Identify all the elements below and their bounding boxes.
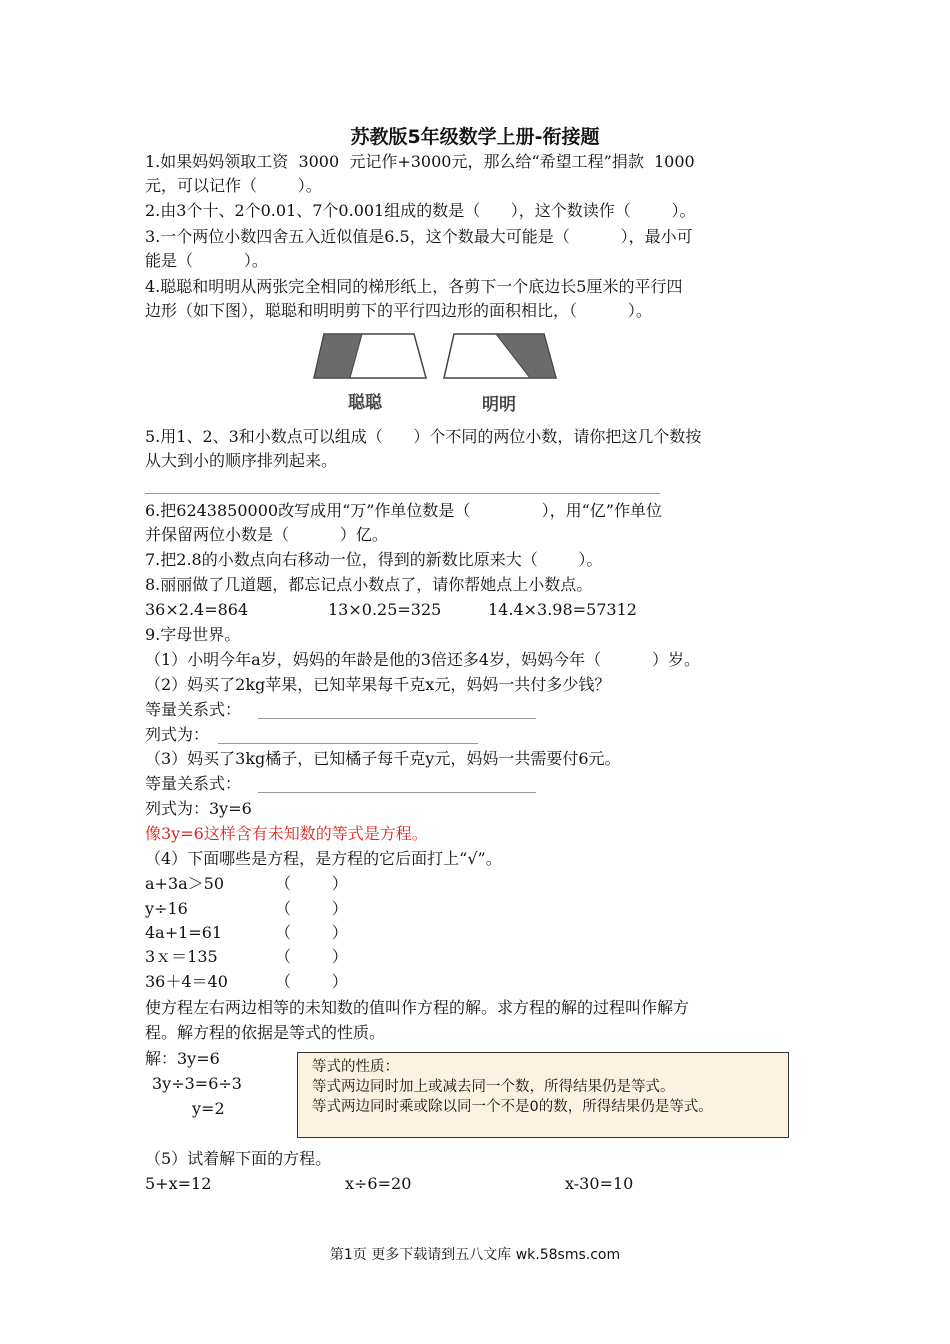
solution-definition-line2: 程。解方程的依据是等式的性质。 xyxy=(145,1023,386,1042)
q9-p2: （2）妈买了2kg苹果，已知苹果每千克x元，妈妈一共付多少钱？ xyxy=(145,675,611,694)
p4-bracket: （ ） xyxy=(275,947,348,966)
q3-line1: 3.一个两位小数四舍五入近似值是6.5，这个数最大可能是（ ），最小可 xyxy=(145,227,693,246)
figure-label-congcong: 聪聪 xyxy=(348,393,382,413)
trapezoid-figure xyxy=(310,330,570,420)
q9-p2-relation-blank xyxy=(258,718,536,719)
q9-p1: （1）小明今年a岁，妈妈的年龄是他的3倍还多4岁，妈妈今年（ ）岁。 xyxy=(145,650,700,669)
q1-line2: 元，可以记作（ ）。 xyxy=(145,176,322,195)
q5-line1: 5.用1、2、3和小数点可以组成（ ）个不同的两位小数，请你把这几个数按 xyxy=(145,427,702,446)
q8-item: 36×2.4=864 xyxy=(145,600,249,619)
q8-item: 14.4×3.98=57312 xyxy=(488,600,637,619)
equation-definition-note: 像3y=6这样含有未知数的等式是方程。 xyxy=(145,824,428,843)
q9-p4: （4）下面哪些是方程，是方程的它后面打上“√”。 xyxy=(145,849,502,868)
p5-equation: 5+x=12 xyxy=(145,1174,212,1193)
q4-line2: 边形（如下图），聪聪和明明剪下的平行四边形的面积相比，（ ）。 xyxy=(145,301,652,320)
p4-item: y÷16 xyxy=(145,899,188,918)
q5-answer-line xyxy=(145,493,660,494)
p4-item: 4a+1=61 xyxy=(145,923,223,942)
q2-line: 2.由3个十、2个0.01、7个0.001组成的数是（ ），这个数读作（ ）。 xyxy=(145,201,696,220)
trapezoid-diagram xyxy=(310,330,570,390)
p4-item: 3ｘ＝135 xyxy=(145,947,218,966)
p4-bracket: （ ） xyxy=(275,972,348,991)
q9-p2-formula-label: 列式为： xyxy=(145,725,210,744)
q9-p2-formula-blank xyxy=(218,743,478,744)
solve-step: y=2 xyxy=(192,1099,225,1118)
equality-properties-box xyxy=(297,1052,789,1138)
p4-bracket: （ ） xyxy=(275,899,348,918)
q7-line: 7.把2.8的小数点向右移动一位，得到的新数比原来大（ ）。 xyxy=(145,550,603,569)
q9-p2-relation-label: 等量关系式： xyxy=(145,700,242,719)
q8-line1: 8.丽丽做了几道题，都忘记点小数点了，请你帮她点上小数点。 xyxy=(145,575,593,594)
q4-line1: 4.聪聪和明明从两张完全相同的梯形纸上，各剪下一个底边长5厘米的平行四 xyxy=(145,277,683,296)
q1-line1: 1.如果妈妈领取工资 3000 元记作+3000元，那么给“希望工程”捐款 1000 xyxy=(145,152,695,171)
q9-p3-formula: 列式为：3y=6 xyxy=(145,799,252,818)
p4-bracket: （ ） xyxy=(275,923,348,942)
page-footer: 第1页 更多下载请到五八文库 wk.58sms.com xyxy=(329,1247,621,1263)
p4-item: 36＋4＝40 xyxy=(145,972,228,991)
q9-p3-relation-blank xyxy=(258,792,536,793)
q9-p3-relation-label: 等量关系式： xyxy=(145,774,242,793)
p4-item: a+3a＞50 xyxy=(145,874,225,893)
solution-definition-line1: 使方程左右两边相等的未知数的值叫作方程的解。求方程的解的过程叫作解方 xyxy=(145,998,690,1017)
box-title: 等式的性质： xyxy=(312,1059,399,1075)
p5-equation: x÷6=20 xyxy=(345,1174,412,1193)
figure-label-mingming: 明明 xyxy=(482,395,516,415)
q5-line2: 从大到小的顺序排列起来。 xyxy=(145,451,338,470)
q9-p3: （3）妈买了3kg橘子，已知橘子每千克y元，妈妈一共需要付6元。 xyxy=(145,749,621,768)
q6-line2: 并保留两位小数是（ ）亿。 xyxy=(145,525,388,544)
q9-p5: （5）试着解下面的方程。 xyxy=(145,1149,332,1168)
q8-item: 13×0.25=325 xyxy=(328,600,442,619)
p4-bracket: （ ） xyxy=(275,874,348,893)
p5-equation: x-30=10 xyxy=(565,1174,634,1193)
page-title: 苏教版5年级数学上册-衔接题 xyxy=(350,126,600,148)
box-line: 等式两边同时加上或减去同一个数，所得结果仍是等式。 xyxy=(312,1079,675,1095)
q9-heading: 9.字母世界。 xyxy=(145,625,241,644)
solve-step: 解：3y=6 xyxy=(145,1049,220,1068)
solve-step: 3y÷3=6÷3 xyxy=(152,1074,242,1093)
q6-line1: 6.把6243850000改写成用“万”作单位数是（ ），用“亿”作单位 xyxy=(145,501,662,520)
q3-line2: 能是（ ）。 xyxy=(145,251,268,270)
box-line: 等式两边同时乘或除以同一个不是0的数，所得结果仍是等式。 xyxy=(312,1099,713,1115)
